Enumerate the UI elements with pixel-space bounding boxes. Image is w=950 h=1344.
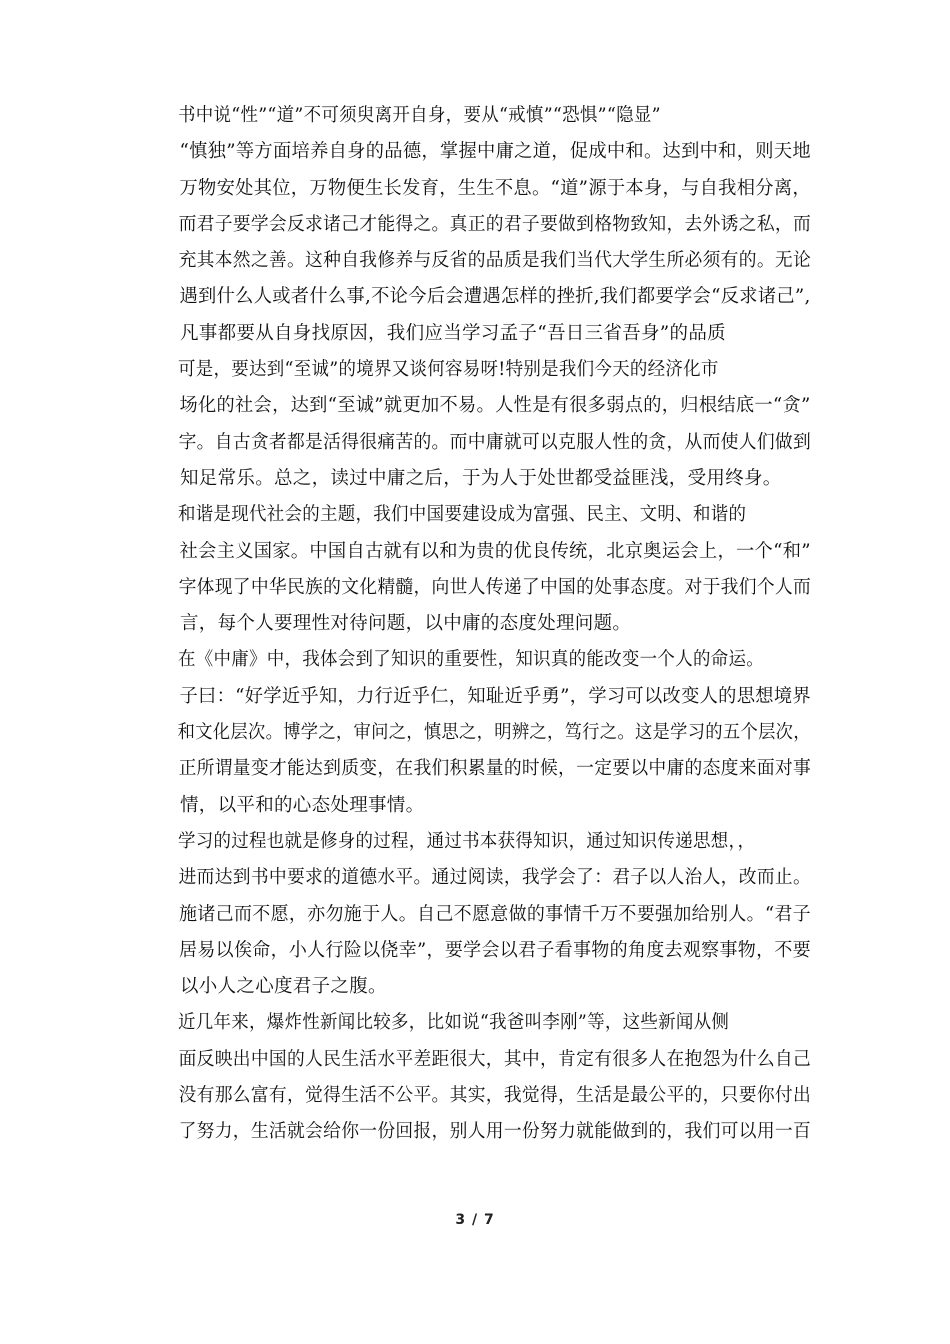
text-line: 子曰：“好学近乎知，力行近乎仁，知耻近乎勇”，学习可以改变人的思想境界 bbox=[179, 685, 811, 707]
text-line: 正所谓量变才能达到质变，在我们积累量的时候，一定要以中庸的态度来面对事 bbox=[178, 758, 812, 780]
text-line: 在《中庸》中，我体会到了知识的重要性，知识真的能改变一个人的命运。 bbox=[177, 649, 764, 671]
text-line: 书中说“性”“道”不可须臾离开自身，要从“戒慎”“恐惧”“隐显” bbox=[177, 105, 661, 126]
page-total: 7 bbox=[483, 1212, 495, 1228]
text-line: 凡事都要从自身找原因，我们应当学习孟子“吾日三省吾身”的品质 bbox=[180, 322, 726, 344]
text-line: 进而达到书中要求的道德水平。通过阅读，我学会了：君子以人治人，改而止。 bbox=[178, 867, 812, 889]
paragraph bbox=[143, 642, 811, 823]
text-line: 近几年来，爆炸性新闻比较多，比如说“我爸叫李刚”等，这些新闻从侧 bbox=[177, 1012, 730, 1034]
text-line: 可是，要达到“至诚”的境界又谈何容易呀!特别是我们今天的经济化市 bbox=[177, 359, 719, 381]
paragraph bbox=[143, 497, 811, 642]
text-line: 字。自古贪者都是活得很痛苦的。而中庸就可以克服人性的贪，从而使人们做到 bbox=[178, 431, 812, 453]
paragraph bbox=[143, 824, 811, 1005]
text-line: 万物安处其位，万物便生长发育，生生不息。“道”源于本身，与自我相分离， bbox=[179, 177, 811, 199]
paragraph bbox=[143, 1005, 811, 1150]
text-line: 了努力，生活就会给你一份回报，别人用一份努力就能做到的，我们可以用一百 bbox=[178, 1121, 812, 1143]
document-body bbox=[143, 98, 811, 1151]
text-line: 充其本然之善。这种自我修养与反省的品质是我们当代大学生所必须有的。无论 bbox=[178, 250, 812, 272]
text-line: 和文化层次。博学之，审问之，慎思之，明辨之，笃行之。这是学习的五个层次， bbox=[177, 722, 811, 744]
text-line: 知足常乐。总之，读过中庸之后，于为人于处世都受益匪浅，受用终身。 bbox=[180, 467, 782, 489]
text-line: “慎独”等方面培养自身的品德，掌握中庸之道，促成中和。达到中和，则天地 bbox=[179, 141, 811, 163]
text-line: 面反映出中国的人民生活水平差距很大，其中，肯定有很多人在抱怨为什么自己 bbox=[178, 1048, 812, 1070]
text-line: 和谐是现代社会的主题，我们中国要建设成为富强、民主、文明、和谐的 bbox=[177, 504, 747, 526]
page-current: 3 bbox=[455, 1212, 467, 1228]
text-line: 施诸己而不愿，亦勿施于人。自己不愿意做的事情千万不要强加给别人。“君子 bbox=[179, 903, 811, 925]
text-line: 遇到什么人或者什么事,不论今后会遭遇怎样的挫折,我们都要学会“反求诸己”, bbox=[179, 286, 811, 308]
text-line: 没有那么富有，觉得生活不公平。其实，我觉得，生活是最公平的，只要你付出 bbox=[178, 1085, 812, 1107]
text-line: 社会主义国家。中国自古就有以和为贵的优良传统，北京奥运会上，一个“和” bbox=[179, 540, 811, 562]
text-line: 以小人之心度君子之腹。 bbox=[180, 976, 387, 998]
paragraph bbox=[143, 352, 811, 497]
paragraph bbox=[143, 98, 811, 352]
page-number bbox=[0, 1212, 950, 1228]
text-line: 居易以俟命，小人行险以侥幸”，要学会以君子看事物的角度去观察事物，不要 bbox=[179, 939, 811, 961]
text-line: 字体现了中华民族的文化精髓，向世人传递了中国的处事态度。对于我们个人而 bbox=[178, 576, 812, 598]
text-line: 而君子要学会反求诸己才能得之。真正的君子要做到格物致知，去外诱之私，而 bbox=[178, 213, 812, 235]
text-line: 学习的过程也就是修身的过程，通过书本获得知识，通过知识传递思想，， bbox=[177, 830, 756, 852]
text-line: 场化的社会，达到“至诚”就更加不易。人性是有很多弱点的，归根结底一“贪” bbox=[179, 395, 811, 417]
text-line: 言，每个人要理性对待问题，以中庸的态度处理问题。 bbox=[180, 613, 632, 635]
text-line: 情，以平和的心态处理事情。 bbox=[180, 794, 425, 816]
page-separator: / bbox=[471, 1212, 479, 1228]
